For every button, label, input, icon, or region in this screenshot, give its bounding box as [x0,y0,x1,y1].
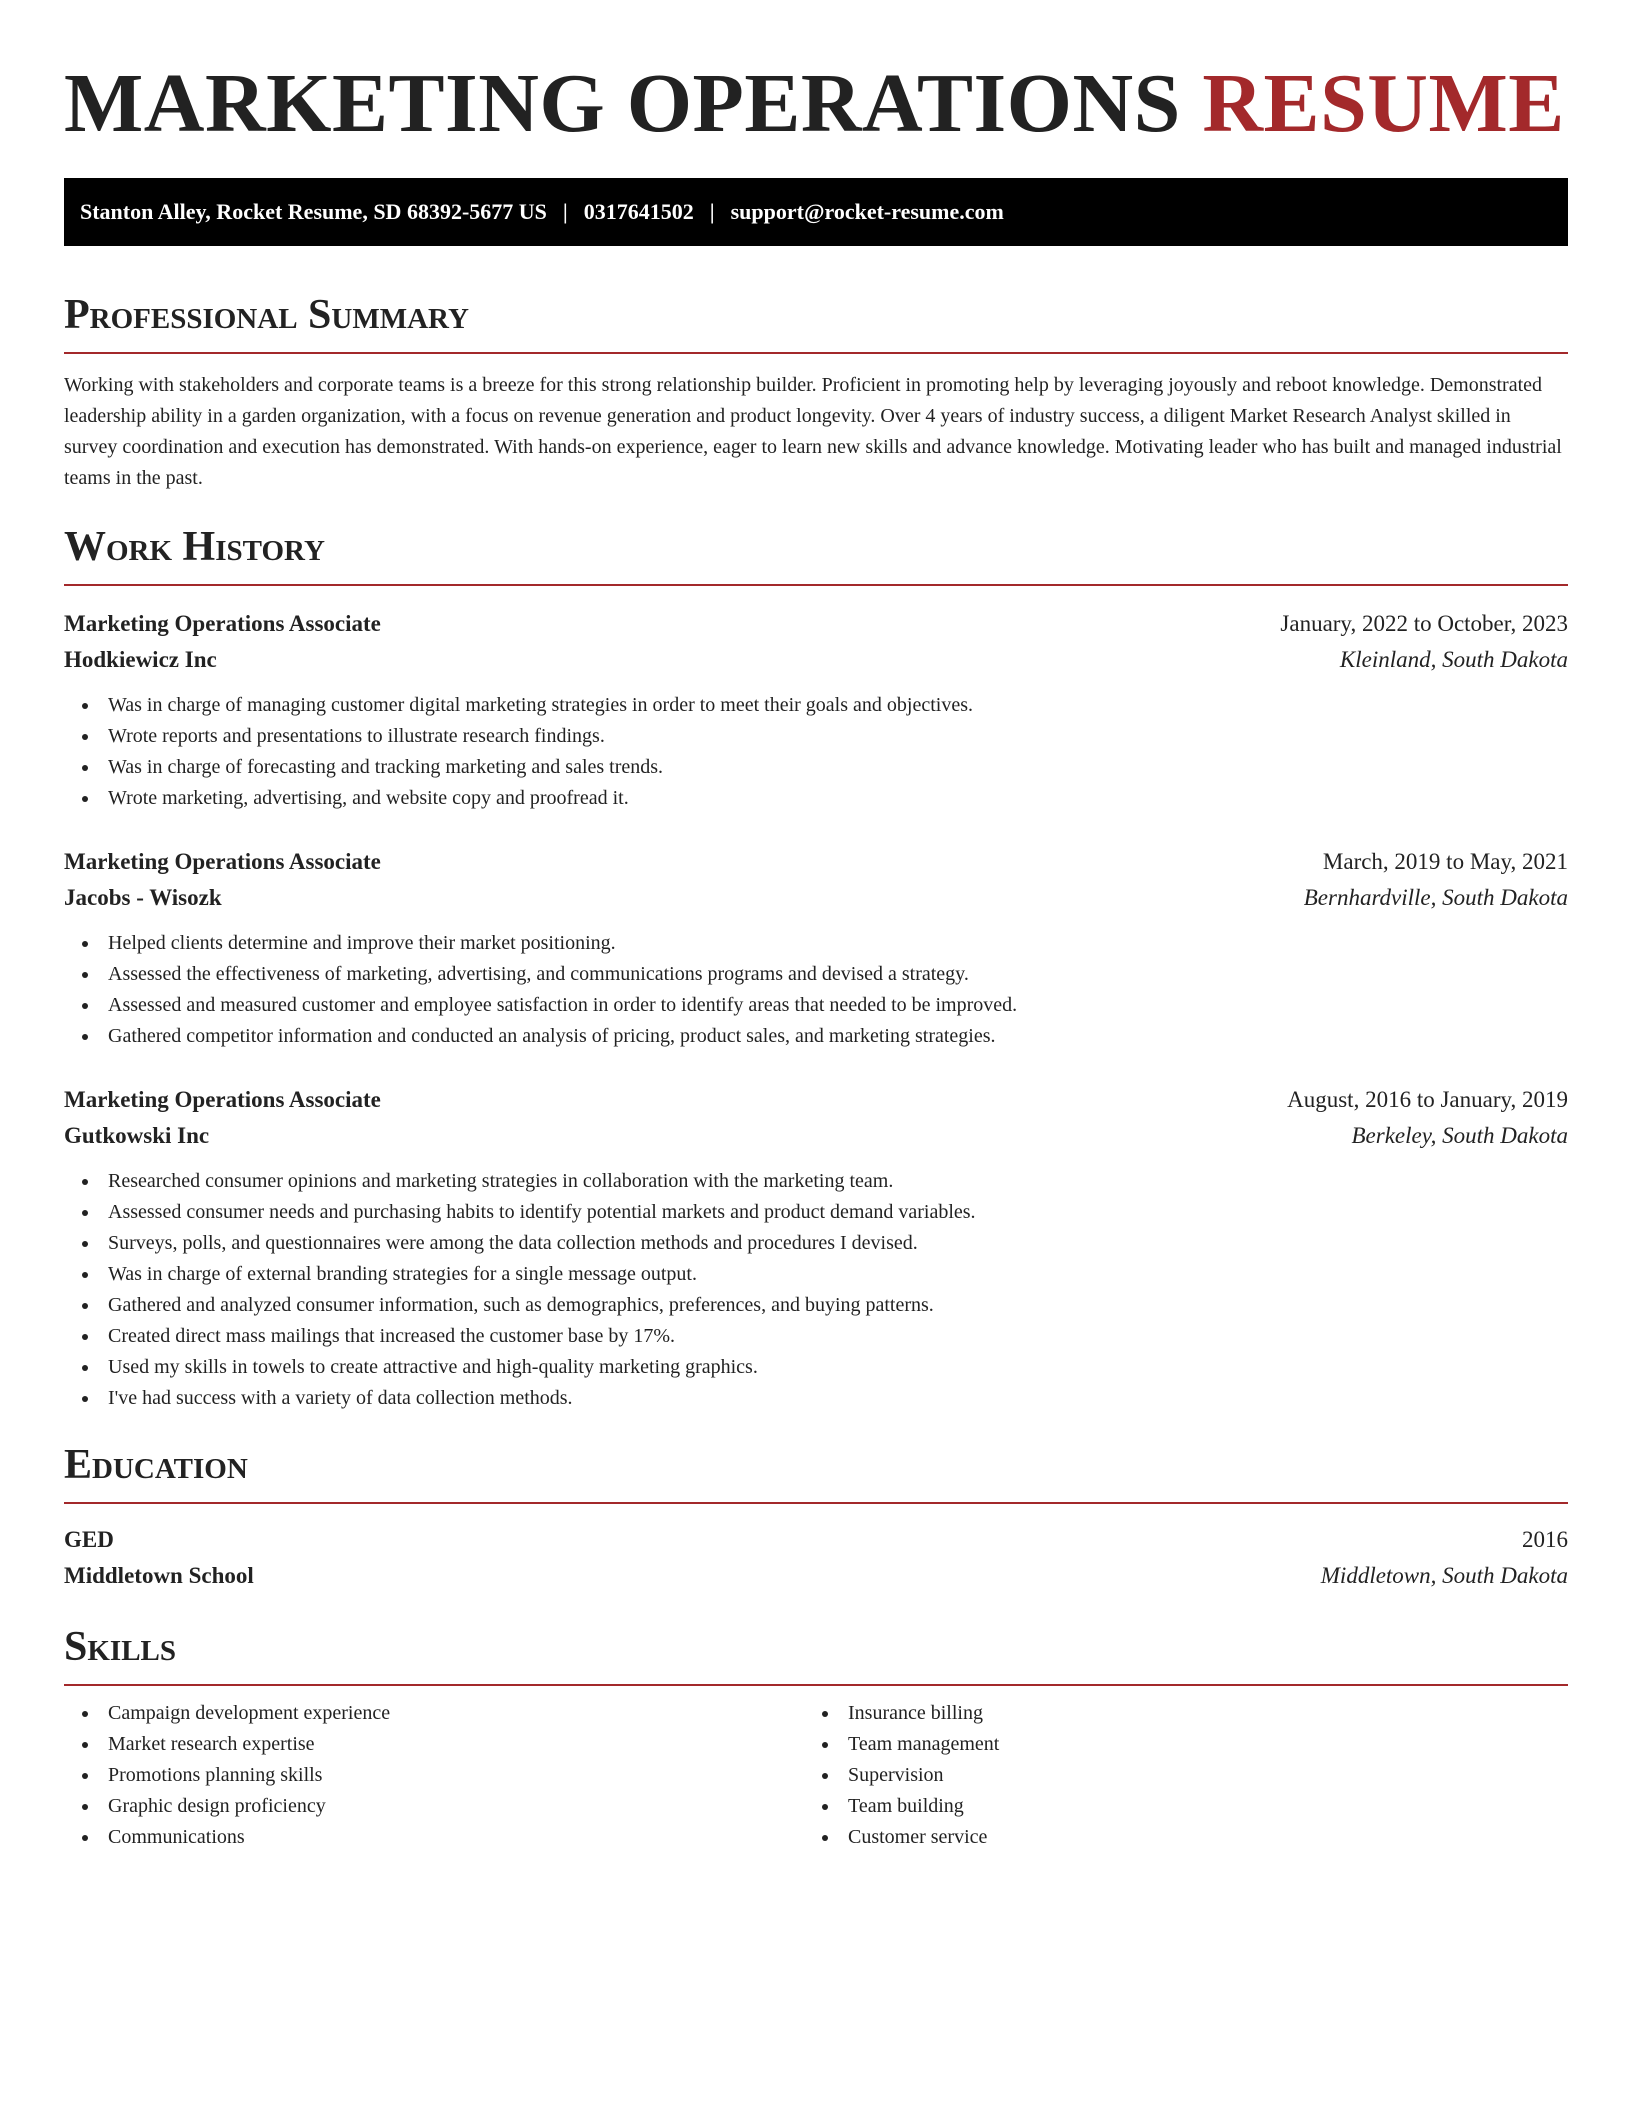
skill-item: Team management [820,1729,1544,1760]
job-bullet: Assessed the effectiveness of marketing, advertising, and communications programs and devised a strategy. [80,959,1568,990]
job-bullet: I've had success with a variety of data collection methods. [80,1383,1568,1414]
title-main: MARKETING OPERATIONS [64,57,1181,150]
job-entry [64,844,1568,1052]
job-bullet: Was in charge of external branding strategies for a single message output. [80,1259,1568,1290]
skills-heading: Skills [64,1622,1568,1686]
job-title: Marketing Operations Associate [64,611,381,636]
education-heading: Education [64,1440,1568,1504]
job-bullets [64,690,1568,814]
skill-item: Team building [820,1791,1544,1822]
job-bullets [64,928,1568,1052]
job-bullet: Assessed consumer needs and purchasing habits to identify potential markets and product demand variables. [80,1197,1568,1228]
job-bullet: Helped clients determine and improve their market positioning. [80,928,1568,959]
job-bullet: Gathered and analyzed consumer information, such as demographics, preferences, and buying patterns. [80,1290,1568,1321]
education-entry [64,1522,1568,1594]
contact-address: Stanton Alley, Rocket Resume, SD 68392-5677 US [80,199,547,224]
job-company: Jacobs - Wisozk [64,885,222,910]
job-bullet: Researched consumer opinions and marketing strategies in collaboration with the marketing team. [80,1166,1568,1197]
job-bullet: Wrote marketing, advertising, and website copy and proofread it. [80,783,1568,814]
summary-heading: Professional Summary [64,290,1568,354]
job-bullet: Was in charge of forecasting and tracking marketing and sales trends. [80,752,1568,783]
work-history-heading: Work History [64,522,1568,586]
job-bullet: Was in charge of managing customer digital marketing strategies in order to meet their goals and objectives. [80,690,1568,721]
job-dates: August, 2016 to January, 2019 [1287,1087,1568,1112]
skill-item: Communications [80,1822,804,1853]
job-location: Berkeley, South Dakota [1351,1123,1568,1148]
resume-title [64,58,1568,150]
education-year: 2016 [1522,1527,1568,1552]
skill-item: Customer service [820,1822,1544,1853]
education-location: Middletown, South Dakota [1320,1563,1568,1588]
skill-item: Campaign development experience [80,1698,804,1729]
contact-separator: | [709,199,715,224]
job-bullet: Assessed and measured customer and employee satisfaction in order to identify areas that needed to be improved. [80,990,1568,1021]
education-degree: GED [64,1527,114,1552]
job-bullet: Created direct mass mailings that increased the customer base by 17%. [80,1321,1568,1352]
skills-column-right [804,1698,1544,1853]
skill-item: Market research expertise [80,1729,804,1760]
skill-item: Promotions planning skills [80,1760,804,1791]
job-location: Kleinland, South Dakota [1339,647,1568,672]
skill-item: Supervision [820,1760,1544,1791]
job-location: Bernhardville, South Dakota [1303,885,1568,910]
job-company: Hodkiewicz Inc [64,647,217,672]
job-entry [64,606,1568,814]
education-school: Middletown School [64,1563,254,1588]
job-bullet: Gathered competitor information and conducted an analysis of pricing, product sales, and marketing strategies. [80,1021,1568,1052]
job-title: Marketing Operations Associate [64,849,381,874]
summary-text: Working with stakeholders and corporate teams is a breeze for this strong relationship builder. Proficient in promoting help by leveraging joyously and reboot knowledge. Demonstrated leadership ability in a garden organization, with a focus on revenue generation and product longevity. Over 4 years of industry success, a diligent Market Research Analyst skilled in survey coordination and execution has demonstrated. With hands-on experience, eager to learn new skills and advance knowledge. Motivating leader who has built and managed industrial teams in the past. [64,374,1562,489]
job-company: Gutkowski Inc [64,1123,210,1148]
job-bullet: Surveys, polls, and questionnaires were among the data collection methods and procedures I devised. [80,1228,1568,1259]
job-dates: January, 2022 to October, 2023 [1280,611,1568,636]
title-accent: RESUME [1202,57,1565,150]
job-entry [64,1082,1568,1414]
job-bullets [64,1166,1568,1414]
skill-item: Insurance billing [820,1698,1544,1729]
contact-phone: 0317641502 [583,199,694,224]
contact-separator: | [562,199,568,224]
skills-column-left [64,1698,804,1853]
job-dates: March, 2019 to May, 2021 [1322,849,1568,874]
job-bullet: Used my skills in towels to create attractive and high-quality marketing graphics. [80,1352,1568,1383]
contact-bar [64,178,1568,246]
job-bullet: Wrote reports and presentations to illustrate research findings. [80,721,1568,752]
skill-item: Graphic design proficiency [80,1791,804,1822]
job-title: Marketing Operations Associate [64,1087,381,1112]
contact-email: support@rocket-resume.com [730,199,1004,224]
skills-list [64,1698,1568,1853]
